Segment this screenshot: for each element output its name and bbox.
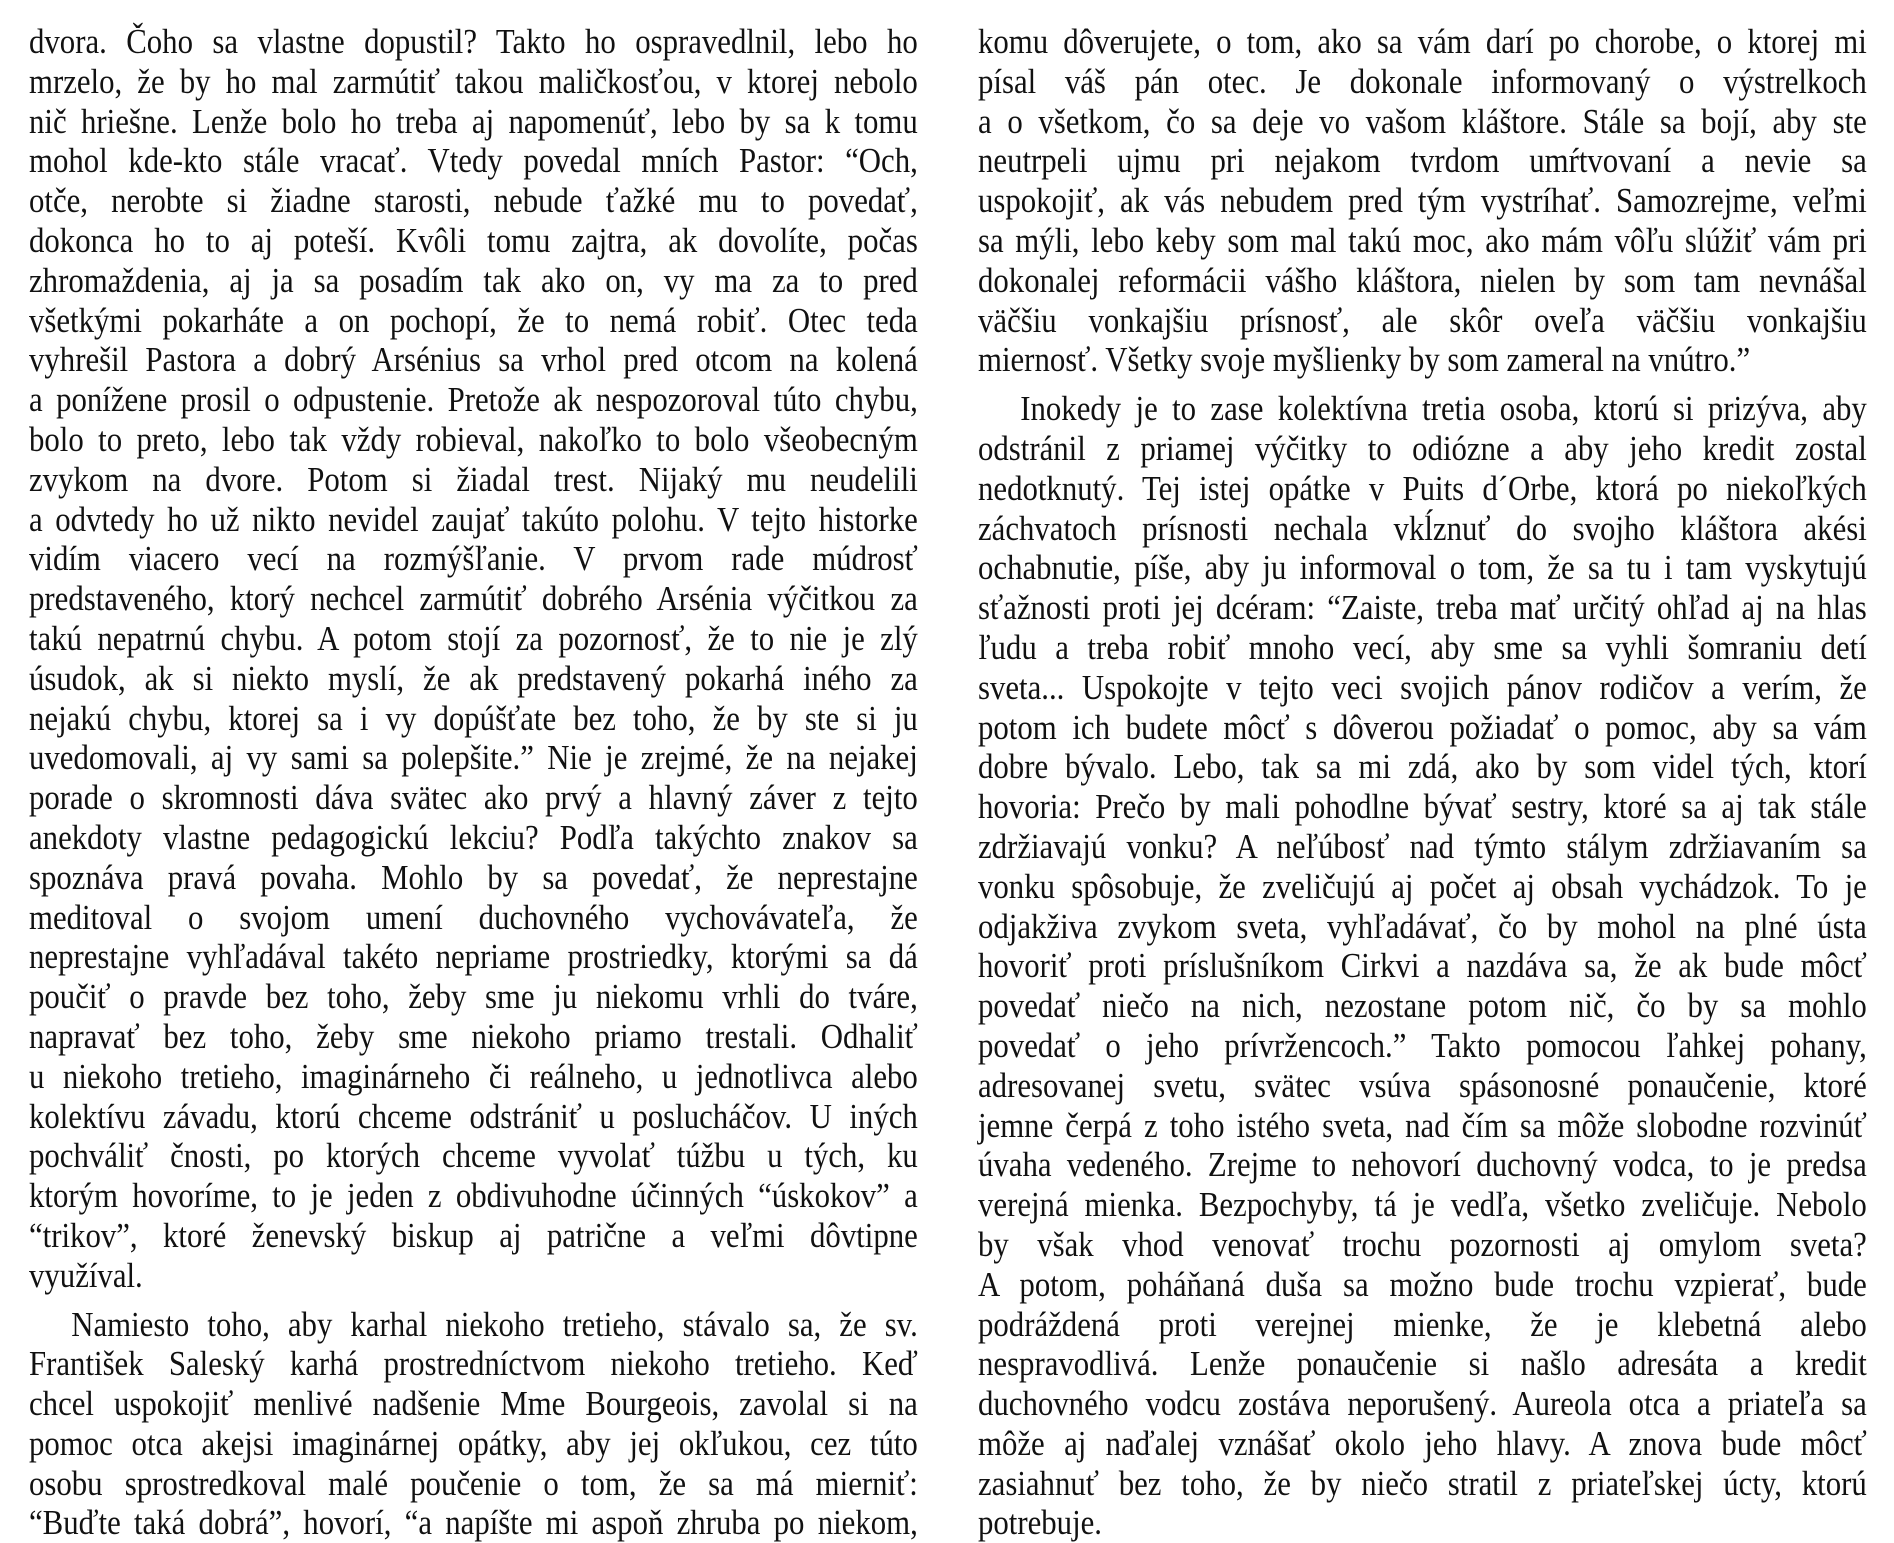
text-line: sa mýli, lebo keby som mal takú moc, ako mám vôľu slúžiť vám pri [978,220,1867,260]
text-line: poučiť o pravde bez toho, žeby sme ju niekomu vrhli do tváre, [29,977,918,1017]
text-line: potom ich budete môcť s dôverou požiadať o pomoc, aby sa vám [978,707,1867,747]
text-line: vyhrešil Pastora a dobrý Arsénius sa vrhol pred otcom na kolená [29,340,918,380]
text-line: ľudu a treba robiť mnoho vecí, aby sme sa vyhli šomraniu detí [978,627,1867,667]
text-line: predstaveného, ktorý nechcel zarmútiť dobrého Arsénia výčitkou za [29,579,918,619]
text-line: zasiahnuť bez toho, že by niečo stratil z priateľskej úcty, ktorú [978,1463,1867,1503]
text-line: takú nepatrnú chybu. A potom stojí za pozornosť, že to nie je zlý [29,618,918,658]
text-line: dokonca ho to aj poteší. Kvôli tomu zajtra, ak dovolíte, počas [29,220,918,260]
text-line: nejakú chybu, ktorej sa i vy dopúšťate bez toho, že by ste si ju [29,698,918,738]
text-line: uvedomovali, aj vy sami sa polepšite.” Nie je zrejmé, že na nejakej [29,738,918,778]
text-line: dvora. Čoho sa vlastne dopustil? Takto ho ospravedlnil, lebo ho [29,22,918,61]
text-line: záchvatoch prísnosti nechala vkĺznuť do svojho kláštora akési [978,508,1867,548]
text-line: mrzelo, že by ho mal zarmútiť takou maličkosťou, v ktorej nebolo [29,61,918,101]
text-line: vidím viacero vecí na rozmýšľanie. V prvom rade múdrosť [29,539,918,579]
text-line: dobre bývalo. Lebo, tak sa mi zdá, ako by som videl tých, ktorí [978,747,1867,787]
text-line: potrebuje. [978,1503,1103,1543]
text-line: otče, nerobte si žiadne starosti, nebude ťažké mu to povedať, [29,181,918,221]
text-line: môže aj naďalej vznášať okolo jeho hlavy. A znova bude môcť [978,1423,1867,1463]
text-line: bolo to preto, lebo tak vždy robieval, nakoľko to bolo všeobecným [29,419,918,459]
text-line: nedotknutý. Tej istej opátke v Puits d´Orbe, ktorá po niekoľkých [978,468,1867,508]
text-line: hovoriť proti príslušníkom Cirkvi a nazdáva sa, že ak bude môcť [978,946,1867,986]
text-line: A potom, poháňaná duša sa možno bude trochu vzpierať, bude [978,1264,1867,1304]
text-line: úvaha vedeného. Zrejme to nehovorí duchovný vodca, to je predsa [978,1145,1867,1185]
left-text-column [29,22,918,1543]
text-line: všetkými pokarháte a on pochopí, že to nemá robiť. Otec teda [29,300,918,340]
text-line: osobu sprostredkoval malé poučenie o tom, že sa má mierniť: [29,1463,918,1503]
text-line: odstránil z priamej výčitky to odiózne a aby jeho kredit zostal [978,428,1867,468]
text-line: väčšiu vonkajšiu prísnosť, ale skôr oveľa väčšiu vonkajšiu [978,300,1867,340]
text-line: dokonalej reformácii vášho kláštora, nielen by som tam nevnášal [978,260,1867,300]
paragraph-first-line: Inokedy je to zase kolektívna tretia osoba, ktorú si prizýva, aby [1020,389,1867,429]
text-line: František Saleský karhá prostredníctvom niekoho tretieho. Keď [29,1344,918,1384]
text-line: a ponížene prosil o odpustenie. Pretože ak nespozoroval túto chybu, [29,380,918,420]
text-line: komu dôverujete, o tom, ako sa vám darí po chorobe, o ktorej mi [978,22,1867,61]
text-line: napravať bez toho, žeby sme niekoho priamo trestali. Odhaliť [29,1016,918,1056]
text-line: pochváliť čnosti, po ktorých chceme vyvolať túžbu u tých, ku [29,1136,918,1176]
text-line: zdržiavajú vonku? A neľúbosť nad týmto stálym zdržiavaním sa [978,826,1867,866]
text-line: chcel uspokojiť menlivé nadšenie Mme Bourgeois, zavolal si na [29,1384,918,1424]
text-line: sveta... Uspokojte v tejto veci svojich pánov rodičov a verím, že [978,667,1867,707]
text-line: pomoc otca akejsi imaginárnej opátky, aby jej okľukou, cez túto [29,1423,918,1463]
text-line: spoznáva pravá povaha. Mohlo by sa povedať, že neprestajne [29,857,918,897]
text-line: u niekoho tretieho, imaginárneho či reálneho, u jednotlivca alebo [29,1056,918,1096]
text-line: úsudok, ak si niekto myslí, že ak predstavený pokarhá iného za [29,658,918,698]
text-line: mohol kde-kto stále vracať. Vtedy povedal mních Pastor: “Och, [29,141,918,181]
text-line: “trikov”, ktoré ženevský biskup aj patrične a veľmi dôvtipne [29,1215,918,1255]
text-line: nespravodlivá. Lenže ponaučenie si našlo adresáta a kredit [978,1344,1867,1384]
text-line: povedať niečo na nich, nezostane potom nič, čo by sa mohlo [978,986,1867,1026]
paragraph-first-line: Namiesto toho, aby karhal niekoho tretieho, stávalo sa, že sv. [71,1304,918,1344]
text-line: neprestajne vyhľadával takéto nepriame prostriedky, ktorými sa dá [29,937,918,977]
text-line: porade o skromnosti dáva svätec ako prvý a hlavný záver z tejto [29,778,918,818]
text-line: by však vhod venovať trochu pozornosti aj omylom sveta? [978,1224,1867,1264]
text-line: odjakživa zvykom sveta, vyhľadávať, čo by mohol na plné ústa [978,906,1867,946]
text-line: duchovného vodcu zostáva neporušený. Aureola otca a priateľa sa [978,1384,1867,1424]
text-line: písal váš pán otec. Je dokonale informovaný o výstrelkoch [978,61,1867,101]
right-text-column [978,22,1867,1543]
text-line: ktorým hovoríme, to je jeden z obdivuhodne účinných “úskokov” a [29,1176,918,1216]
text-line: povedať o jeho prívržencoch.” Takto pomocou ľahkej pohany, [978,1025,1867,1065]
text-line: uspokojiť, ak vás nebudem pred tým vystríhať. Samozrejme, veľmi [978,181,1867,221]
text-line: neutrpeli ujmu pri nejakom tvrdom umŕtvovaní a nevie sa [978,141,1867,181]
text-line: podráždená proti verejnej mienke, že je klebetná alebo [978,1304,1867,1344]
text-line: a o všetkom, čo sa deje vo vašom kláštore. Stále sa bojí, aby ste [978,101,1867,141]
text-line: meditoval o svojom umení duchovného vychovávateľa, že [29,897,918,937]
text-line: zvykom na dvore. Potom si žiadal trest. Nijaký mu neudelili [29,459,918,499]
text-line: verejná mienka. Bezpochyby, tá je vedľa, všetko zveličuje. Nebolo [978,1185,1867,1225]
text-line: využíval. [29,1255,143,1295]
text-line: jemne čerpá z toho istého sveta, nad čím sa môže slobodne rozvinúť [978,1105,1867,1145]
text-line: vonku spôsobuje, že zveličujú aj počet aj obsah vychádzok. To je [978,866,1867,906]
text-line: anekdoty vlastne pedagogickú lekciu? Podľa takýchto znakov sa [29,817,918,857]
text-line: nič hriešne. Lenže bolo ho treba aj napomenúť, lebo by sa k tomu [29,101,918,141]
text-line: zhromaždenia, aj ja sa posadím tak ako on, vy ma za to pred [29,260,918,300]
text-line: a odvtedy ho už nikto nevidel zaujať takúto polohu. V tejto historke [29,499,918,539]
text-line: miernosť. Všetky svoje myšlienky by som zameral na vnútro.” [978,340,1751,380]
text-line: kolektívu závadu, ktorú chceme odstrániť u poslucháčov. U iných [29,1096,918,1136]
text-line: hovoria: Prečo by mali pohodlne bývať sestry, ktoré sa aj tak stále [978,787,1867,827]
text-line: sťažnosti proti jej dcéram: “Zaiste, treba mať určitý ohľad aj na hlas [978,588,1867,628]
text-line: “Buďte taká dobrá”, hovorí, “a napíšte mi aspoň zhruba po niekom, [29,1503,918,1543]
text-line: ochabnutie, píše, aby ju informoval o tom, že sa tu i tam vyskytujú [978,548,1867,588]
text-line: adresovanej svetu, svätec vsúva spásonosné ponaučenie, ktoré [978,1065,1867,1105]
